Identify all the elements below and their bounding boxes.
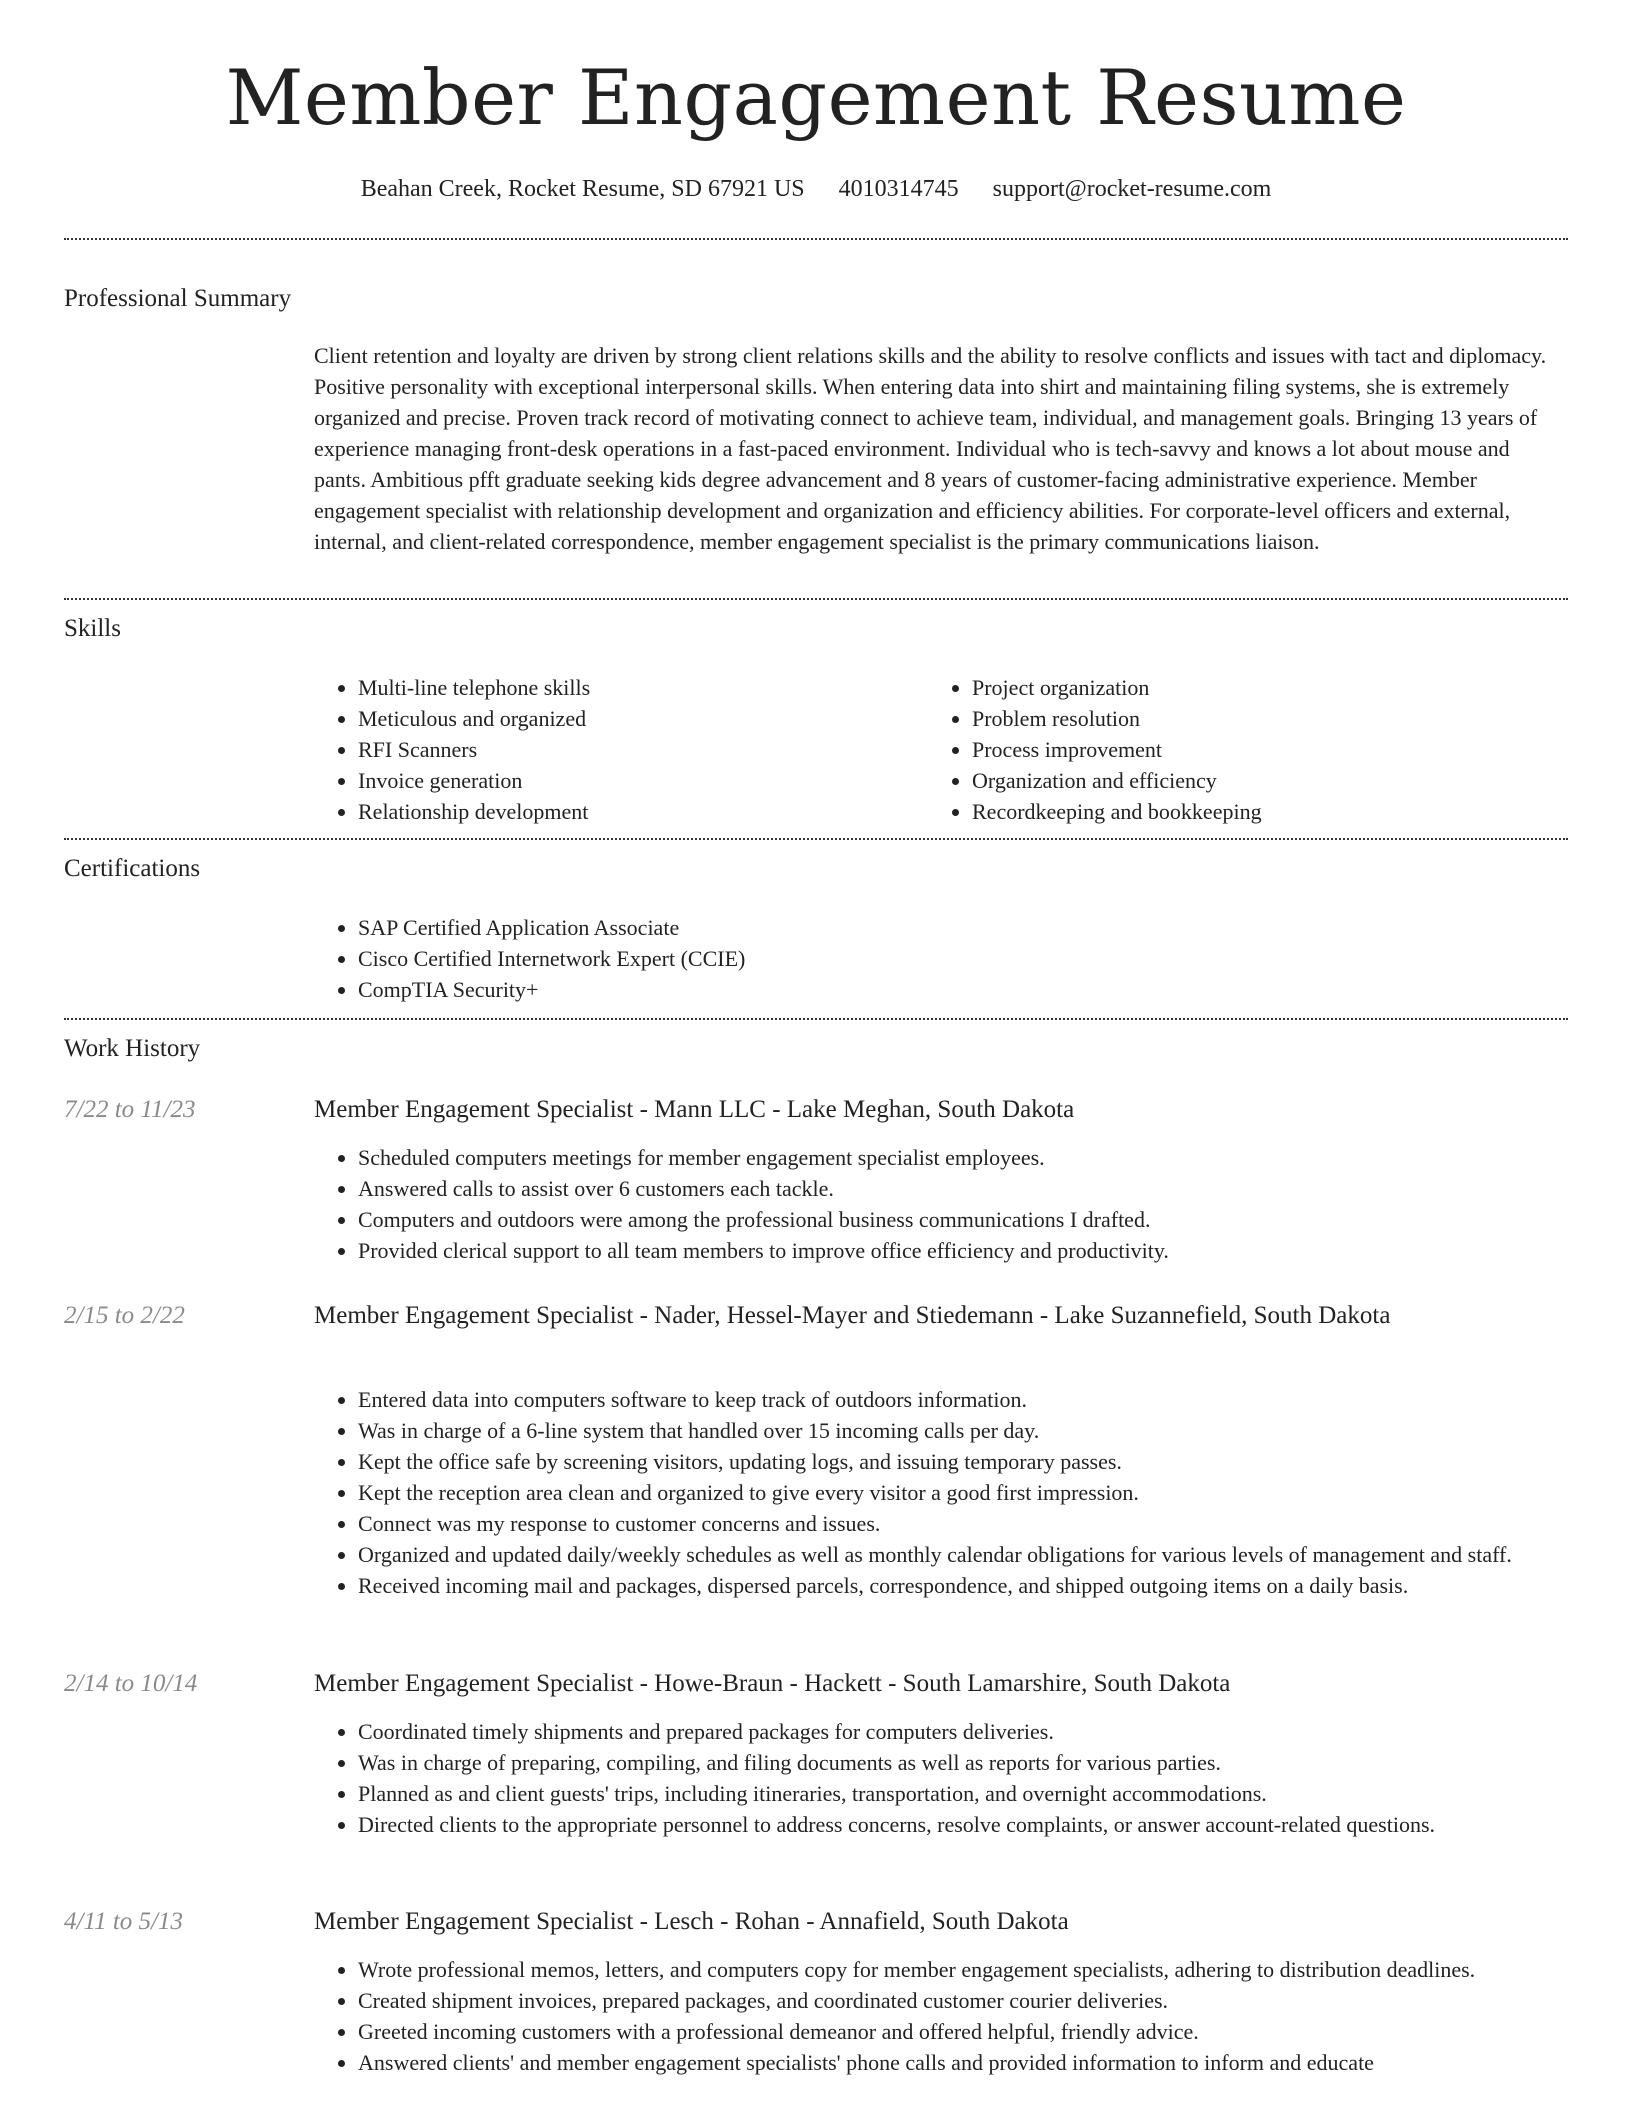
job-bullet: • Planned as and client guests' trips, including itineraries, transportation, and overnight accommodations. [358,1778,1612,1809]
section-heading-certifications: Certifications [64,855,201,882]
job-bullet: • Answered clients' and member engagement specialists' phone calls and provided information to inform and educate [358,2047,1612,2078]
certifications-list [314,912,1608,1005]
skill-item: • Invoice generation [358,765,958,796]
section-heading-skills: Skills [64,615,121,642]
divider [64,838,1568,840]
job-bullet-list [314,1142,1612,1266]
job-bullet: • Created shipment invoices, prepared packages, and coordinated customer courier deliveries. [358,1985,1612,2016]
certification-item: • CompTIA Security+ [358,974,1608,1005]
job-bullet: • Entered data into computers software to keep track of outdoors information. [358,1384,1612,1415]
contact-phone: 4010314745 [838,176,959,202]
skill-item: • Problem resolution [972,703,1572,734]
job-bullet: • Was in charge of preparing, compiling, and filing documents as well as reports for various parties. [358,1747,1612,1778]
resume-title: Member Engagement Resume [225,53,1407,142]
job-bullet: • Organized and updated daily/weekly schedules as well as monthly calendar obligations for various levels of management and staff. [358,1539,1612,1570]
divider [64,238,1568,240]
contact-address: Beahan Creek, Rocket Resume, SD 67921 US [360,176,805,202]
skills-list-right [928,672,1572,827]
certification-item: • Cisco Certified Internetwork Expert (CCIE) [358,943,1608,974]
certification-item: • SAP Certified Application Associate [358,912,1608,943]
job-bullet: • Coordinated timely shipments and prepared packages for computers deliveries. [358,1716,1612,1747]
job-dates: 2/15 to 2/22 [64,1302,185,1329]
job-bullet-list [314,1384,1612,1601]
skill-item: • Project organization [972,672,1572,703]
job-bullet: • Received incoming mail and packages, dispersed parcels, correspondence, and shipped outgoing items on a daily basis. [358,1570,1612,1601]
job-bullet: • Was in charge of a 6-line system that handled over 15 incoming calls per day. [358,1415,1612,1446]
skill-item: • Multi-line telephone skills [358,672,958,703]
job-dates: 4/11 to 5/13 [64,1908,183,1935]
job-bullet: • Kept the reception area clean and organized to give every visitor a good first impression. [358,1477,1612,1508]
skill-item: • Process improvement [972,734,1572,765]
contact-email: support@rocket-resume.com [992,176,1272,202]
job-bullet: • Directed clients to the appropriate personnel to address concerns, resolve complaints, or answer account-related questions. [358,1809,1612,1840]
job-bullet: • Provided clerical support to all team members to improve office efficiency and productivity. [358,1235,1612,1266]
job-dates: 7/22 to 11/23 [64,1096,196,1123]
job-bullet: • Wrote professional memos, letters, and computers copy for member engagement specialists, adhering to distribution deadlines. [358,1954,1612,1985]
job-bullet: • Scheduled computers meetings for member engagement specialist employees. [358,1142,1612,1173]
summary-text: Client retention and loyalty are driven by strong client relations skills and the ability to resolve conflicts and issues with tact and diplomacy. Positive personality with exceptional interpersonal skills. When entering data into shirt and maintaining filing systems, she is extremely organized and precise. Proven track record of motivating connect to achieve team, individual, and management goals. Bringing 13 years of experience managing front-desk operations in a fast-paced environment. Individual who is tech-savvy and knows a lot about mouse and pants. Ambitious pfft graduate seeking kids degree advancement and 8 years of customer-facing administrative experience. Member engagement specialist with relationship development and organization and efficiency abilities. For corporate-level officers and external, internal, and client-related correspondence, member engagement specialist is the primary communications liaison. [314,343,1547,554]
skill-item: • Meticulous and organized [358,703,958,734]
job-bullet-list [314,1716,1612,1840]
job-bullet: • Kept the office safe by screening visitors, updating logs, and issuing temporary passes. [358,1446,1612,1477]
job-title: Member Engagement Specialist - Nader, Hessel-Mayer and Stiedemann - Lake Suzannefield, South Dakota [314,1302,1391,1329]
skill-item: • Organization and efficiency [972,765,1572,796]
skill-item: • RFI Scanners [358,734,958,765]
section-heading-work-history: Work History [64,1035,201,1062]
job-dates: 2/14 to 10/14 [64,1670,198,1697]
job-bullet: • Computers and outdoors were among the professional business communications I drafted. [358,1204,1612,1235]
job-title: Member Engagement Specialist - Lesch - Rohan - Annafield, South Dakota [314,1908,1069,1935]
job-title: Member Engagement Specialist - Howe-Braun - Hackett - South Lamarshire, South Dakota [314,1670,1231,1697]
job-bullet: • Greeted incoming customers with a professional demeanor and offered helpful, friendly advice. [358,2016,1612,2047]
job-title: Member Engagement Specialist - Mann LLC - Lake Meghan, South Dakota [314,1096,1075,1123]
divider [64,1018,1568,1020]
divider [64,598,1568,600]
job-bullet-list [314,1954,1612,2078]
skills-list-left [314,672,958,827]
job-bullet: • Answered calls to assist over 6 customers each tackle. [358,1173,1612,1204]
section-heading-summary: Professional Summary [64,285,292,312]
skill-item: • Recordkeeping and bookkeeping [972,796,1572,827]
job-bullet: • Connect was my response to customer concerns and issues. [358,1508,1612,1539]
contact-line [0,172,1632,206]
skill-item: • Relationship development [358,796,958,827]
